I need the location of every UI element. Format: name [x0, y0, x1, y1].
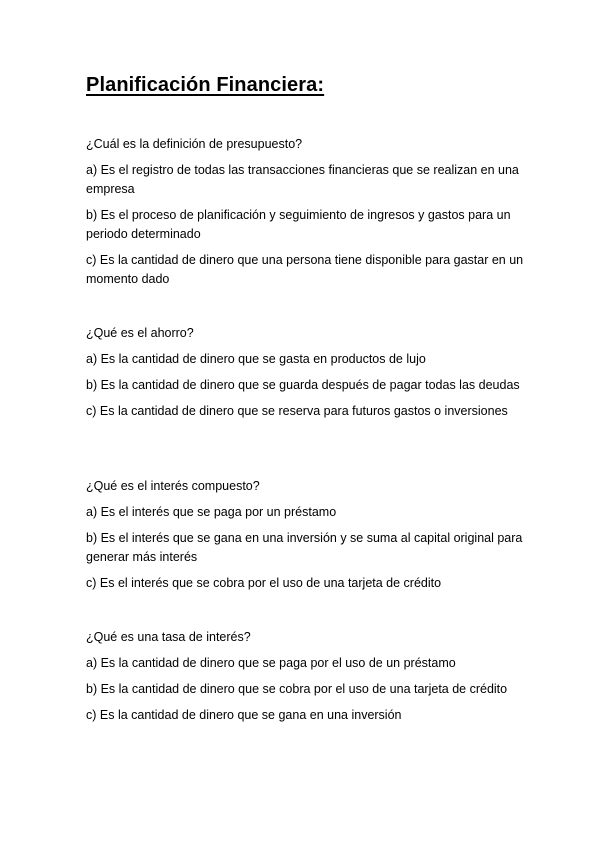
question-3-option-a: a) Es el interés que se paga por un préstamo [86, 505, 337, 519]
question-2-text: ¿Qué es el ahorro? [86, 326, 194, 340]
question-4-text: ¿Qué es una tasa de interés? [86, 630, 251, 644]
question-block-1 [86, 135, 526, 296]
question-2-option-b: b) Es la cantidad de dinero que se guarda después de pagar todas las deudas [86, 378, 520, 392]
question-2-option-a: a) Es la cantidad de dinero que se gasta en productos de lujo [86, 352, 426, 366]
page-title: Planificación Financiera: [86, 74, 325, 96]
question-1-option-c: c) Es la cantidad de dinero que una persona tiene disponible para gastar en un momento dado [86, 253, 524, 286]
question-3-option-b: b) Es el interés que se gana en una inversión y se suma al capital original para generar más interés [86, 531, 523, 564]
question-1-text: ¿Cuál es la definición de presupuesto? [86, 137, 303, 151]
question-3-text: ¿Qué es el interés compuesto? [86, 479, 260, 493]
question-4-option-a: a) Es la cantidad de dinero que se paga por el uso de un préstamo [86, 656, 456, 670]
question-1-option-a: a) Es el registro de todas las transacciones financieras que se realizan en una empresa [86, 163, 519, 196]
question-1-option-b: b) Es el proceso de planificación y seguimiento de ingresos y gastos para un periodo determinado [86, 208, 511, 241]
question-block-2 [86, 324, 526, 428]
question-4-option-c: c) Es la cantidad de dinero que se gana en una inversión [86, 708, 402, 722]
question-block-3 [86, 477, 526, 600]
question-block-4 [86, 628, 526, 732]
question-4-option-b: b) Es la cantidad de dinero que se cobra por el uso de una tarjeta de crédito [86, 682, 508, 696]
question-2-option-c: c) Es la cantidad de dinero que se reserva para futuros gastos o inversiones [86, 404, 508, 418]
question-3-option-c: c) Es el interés que se cobra por el uso de una tarjeta de crédito [86, 576, 442, 590]
